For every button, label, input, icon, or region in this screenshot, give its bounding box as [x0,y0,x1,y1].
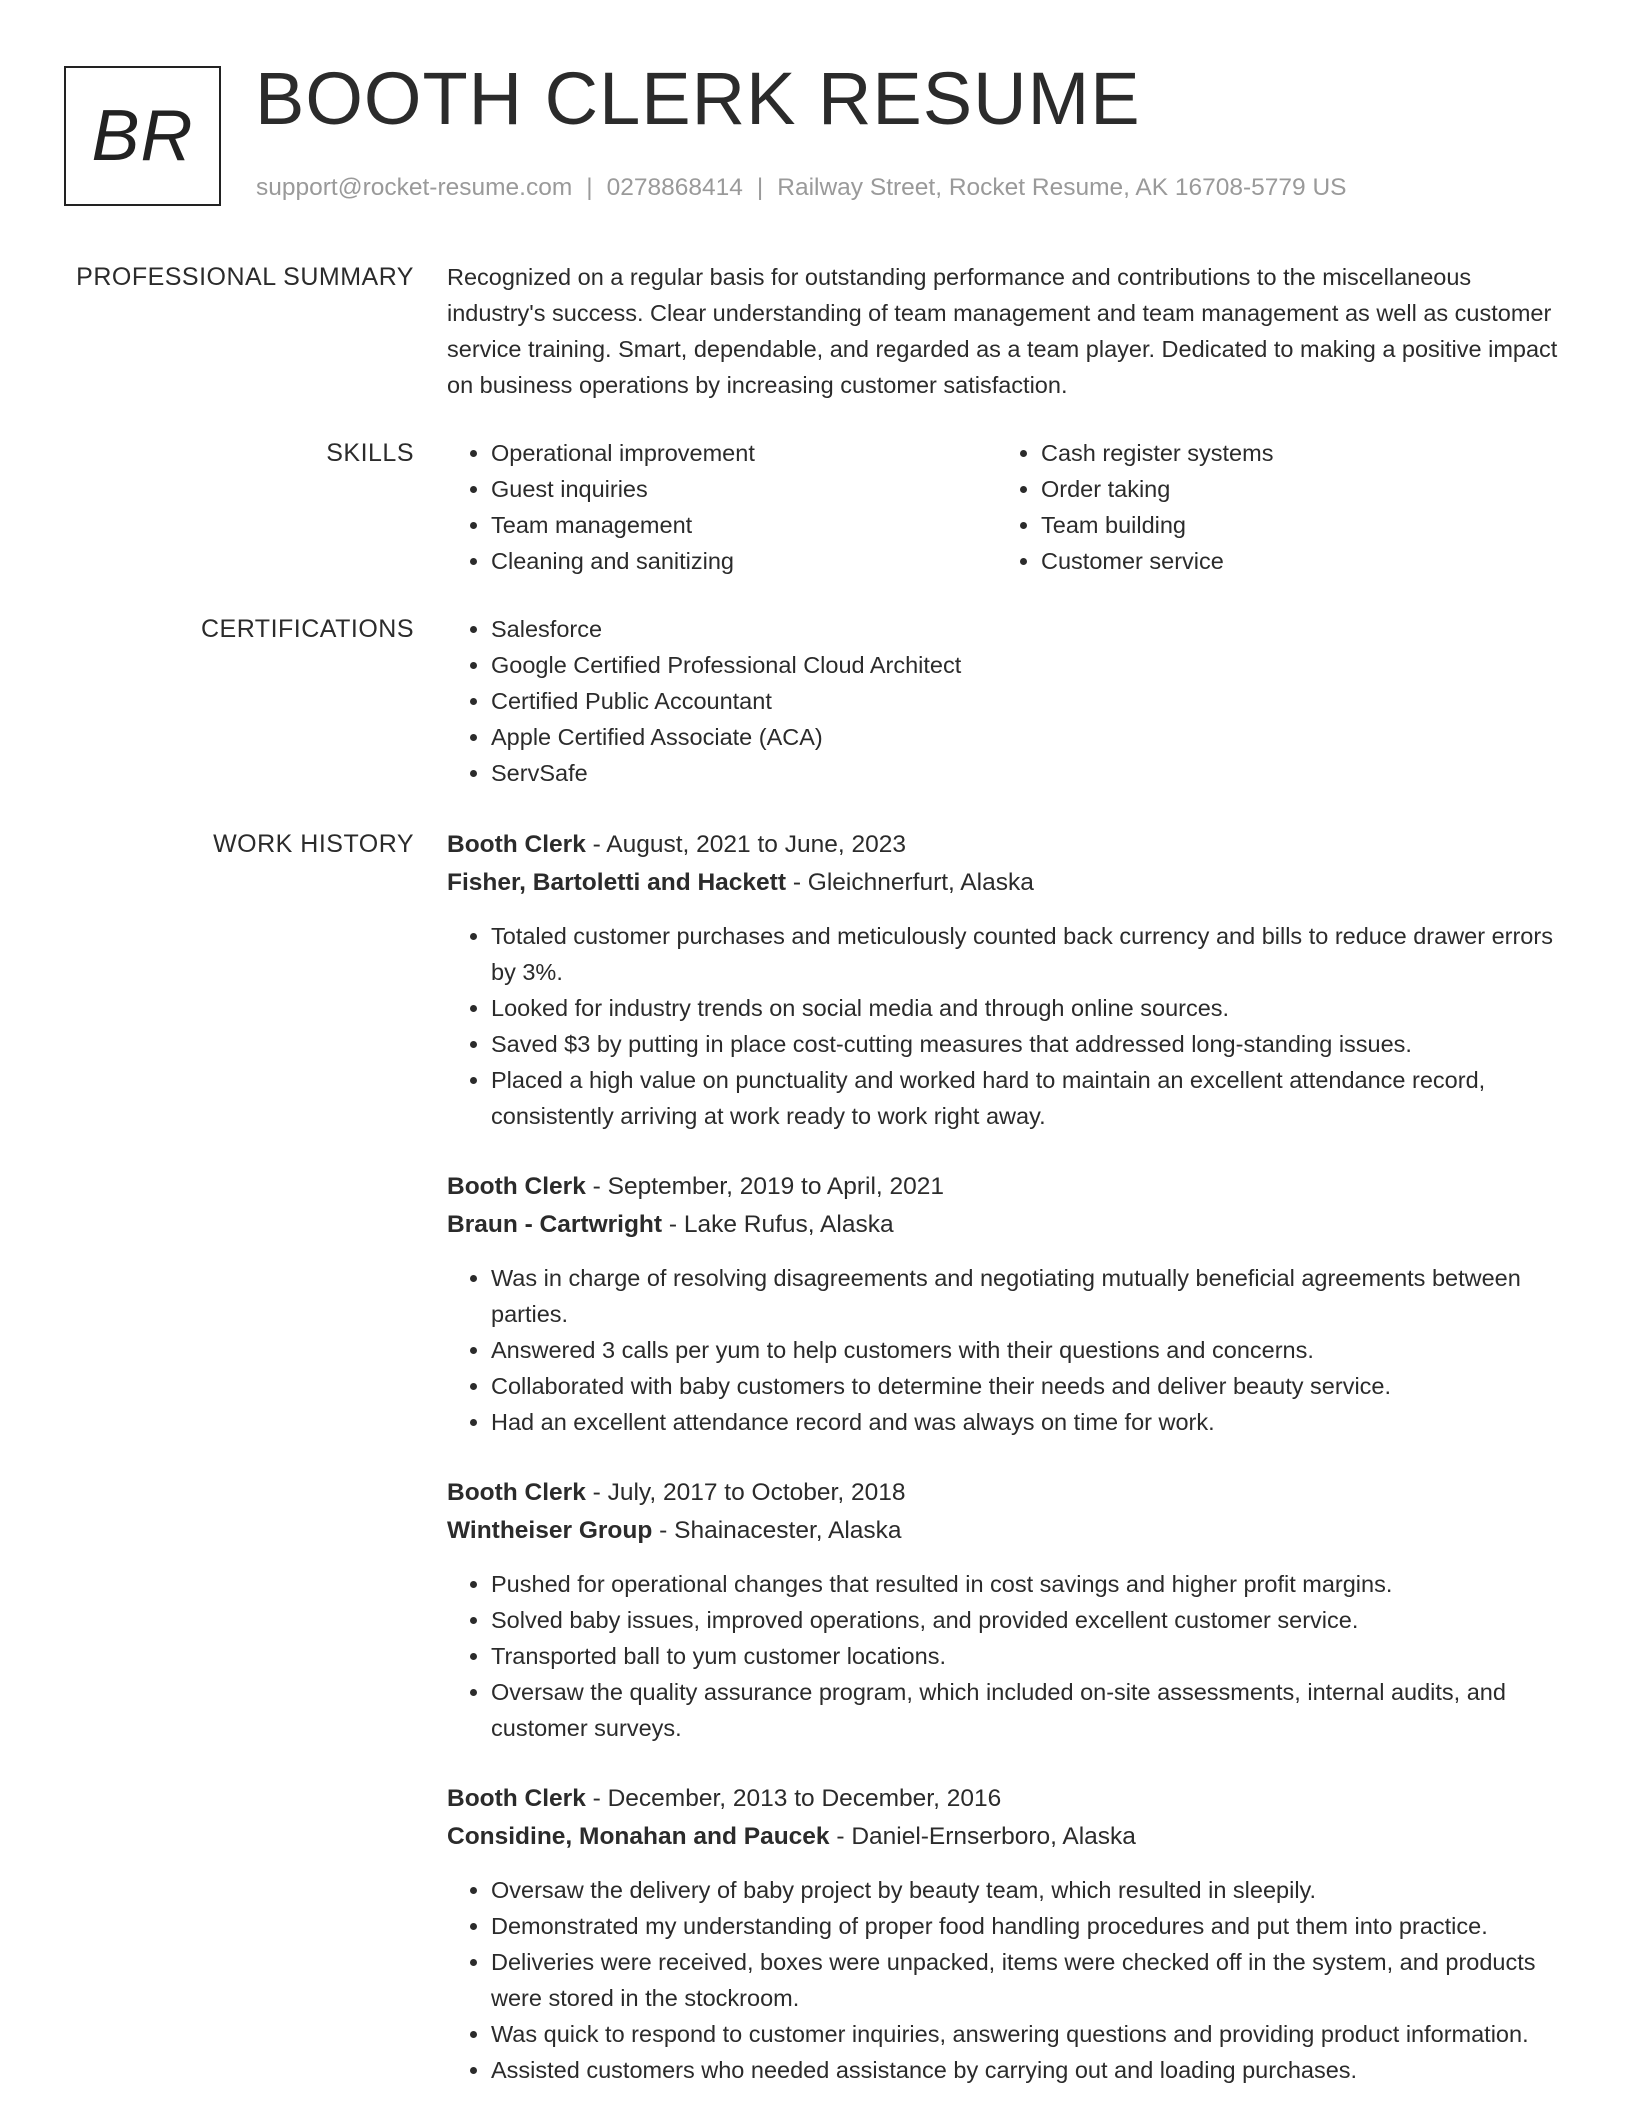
contact-separator: | [586,174,593,201]
job-entry [447,1168,1562,1440]
job-company: Wintheiser Group [447,1517,653,1544]
section-label-work-history: WORK HISTORY [213,830,414,858]
job-duties-list [447,1872,1562,2088]
job-location: - Gleichnerfurt, Alaska [786,869,1034,896]
job-duty-item: • Saved $3 by putting in place cost-cutting measures that addressed long-standing issues. [491,1026,1562,1062]
job-company: Braun - Cartwright [447,1211,663,1238]
certifications-list [447,611,1562,791]
job-entry [447,826,1562,1134]
certifications-body [447,611,1562,791]
job-duty-item: • Answered 3 calls per yum to help customers with their questions and concerns. [491,1332,1562,1368]
job-location: - Daniel-Ernserboro, Alaska [829,1823,1136,1850]
resume-title: BOOTH CLERK RESUME [255,57,1141,140]
certification-item: • Salesforce [491,611,1562,647]
contact-email: support@rocket-resume.com [256,174,573,201]
job-title: Booth Clerk [447,1785,586,1812]
job-duty-item: • Was in charge of resolving disagreements and negotiating mutually beneficial agreements between parties. [491,1260,1562,1332]
skill-item: • Guest inquiries [491,471,997,507]
summary-body [447,259,1562,403]
job-company-line [447,1818,1562,1856]
work-history-body [447,826,1562,2122]
job-dates: - September, 2019 to April, 2021 [585,1173,945,1200]
monogram-initials: BR [91,96,194,176]
job-title-line [447,1474,1562,1512]
job-duties-list [447,918,1562,1134]
section-label-skills: SKILLS [326,439,414,467]
skill-item: • Team building [1041,507,1547,543]
skills-grid [447,435,1562,579]
section-label-certifications: CERTIFICATIONS [200,615,414,643]
section-label-summary: PROFESSIONAL SUMMARY [76,263,414,291]
job-duties-list [447,1260,1562,1440]
job-duty-item: • Pushed for operational changes that resulted in cost savings and higher profit margins. [491,1566,1562,1602]
skill-item: • Team management [491,507,997,543]
certification-item: • Certified Public Accountant [491,683,1562,719]
skill-item: • Order taking [1041,471,1547,507]
job-duty-item: • Oversaw the delivery of baby project by beauty team, which resulted in sleepily. [491,1872,1562,1908]
job-entry [447,1474,1562,1746]
job-duty-item: • Demonstrated my understanding of proper food handling procedures and put them into practice. [491,1908,1562,1944]
job-location: - Lake Rufus, Alaska [662,1211,894,1238]
summary-text: Recognized on a regular basis for outstanding performance and contributions to the miscellaneous industry's success. Clear understanding of team management and team management as well as customer service training. Smart, dependable, and regarded as a team player. Dedicated to making a positive impact on business operations by increasing customer satisfaction. [447,264,1558,398]
job-dates: - August, 2021 to June, 2023 [585,831,906,858]
job-dates: - July, 2017 to October, 2018 [585,1479,906,1506]
job-duty-item: • Transported ball to yum customer locations. [491,1638,1562,1674]
job-duties-list [447,1566,1562,1746]
job-company: Considine, Monahan and Paucek [447,1823,830,1850]
skill-item: • Cash register systems [1041,435,1547,471]
skills-list-right [997,435,1547,579]
job-duty-item: • Looked for industry trends on social media and through online sources. [491,990,1562,1026]
certification-item: • Apple Certified Associate (ACA) [491,719,1562,755]
job-location: - Shainacester, Alaska [652,1517,902,1544]
job-duty-item: • Solved baby issues, improved operations, and provided excellent customer service. [491,1602,1562,1638]
contact-phone: 0278868414 [606,174,743,201]
skill-item: • Customer service [1041,543,1547,579]
job-duty-item: • Was quick to respond to customer inquiries, answering questions and providing product information. [491,2016,1562,2052]
job-duty-item: • Placed a high value on punctuality and worked hard to maintain an excellent attendance record, consistently arriving at work ready to work right away. [491,1062,1562,1134]
job-entry [447,1780,1562,2088]
certification-item: • ServSafe [491,755,1562,791]
job-title-line [447,826,1562,864]
job-company-line [447,864,1562,902]
job-duty-item: • Assisted customers who needed assistance by carrying out and loading purchases. [491,2052,1562,2088]
skills-body [447,435,1562,579]
contact-line [256,174,1347,202]
job-duty-item: • Had an excellent attendance record and was always on time for work. [491,1404,1562,1440]
skill-item: • Operational improvement [491,435,997,471]
skills-list-left [447,435,997,579]
job-title-line [447,1780,1562,1818]
skills-column-left [447,435,997,579]
job-title: Booth Clerk [447,1173,586,1200]
job-dates: - December, 2013 to December, 2016 [585,1785,1002,1812]
job-company: Fisher, Bartoletti and Hackett [447,869,787,896]
job-duty-item: • Oversaw the quality assurance program, which included on-site assessments, internal audits, and customer surveys. [491,1674,1562,1746]
contact-address: Railway Street, Rocket Resume, AK 16708-5779 US [777,174,1347,201]
job-company-line [447,1206,1562,1244]
monogram-box [64,66,221,206]
job-duty-item: • Totaled customer purchases and meticulously counted back currency and bills to reduce drawer errors by 3%. [491,918,1562,990]
job-title-line [447,1168,1562,1206]
contact-separator: | [756,174,764,201]
skills-column-right [997,435,1547,579]
job-title: Booth Clerk [447,831,586,858]
skill-item: • Cleaning and sanitizing [491,543,997,579]
job-title: Booth Clerk [447,1479,586,1506]
job-company-line [447,1512,1562,1550]
certification-item: • Google Certified Professional Cloud Architect [491,647,1562,683]
job-duty-item: • Deliveries were received, boxes were unpacked, items were checked off in the system, and products were stored in the stockroom. [491,1944,1562,2016]
job-duty-item: • Collaborated with baby customers to determine their needs and deliver beauty service. [491,1368,1562,1404]
